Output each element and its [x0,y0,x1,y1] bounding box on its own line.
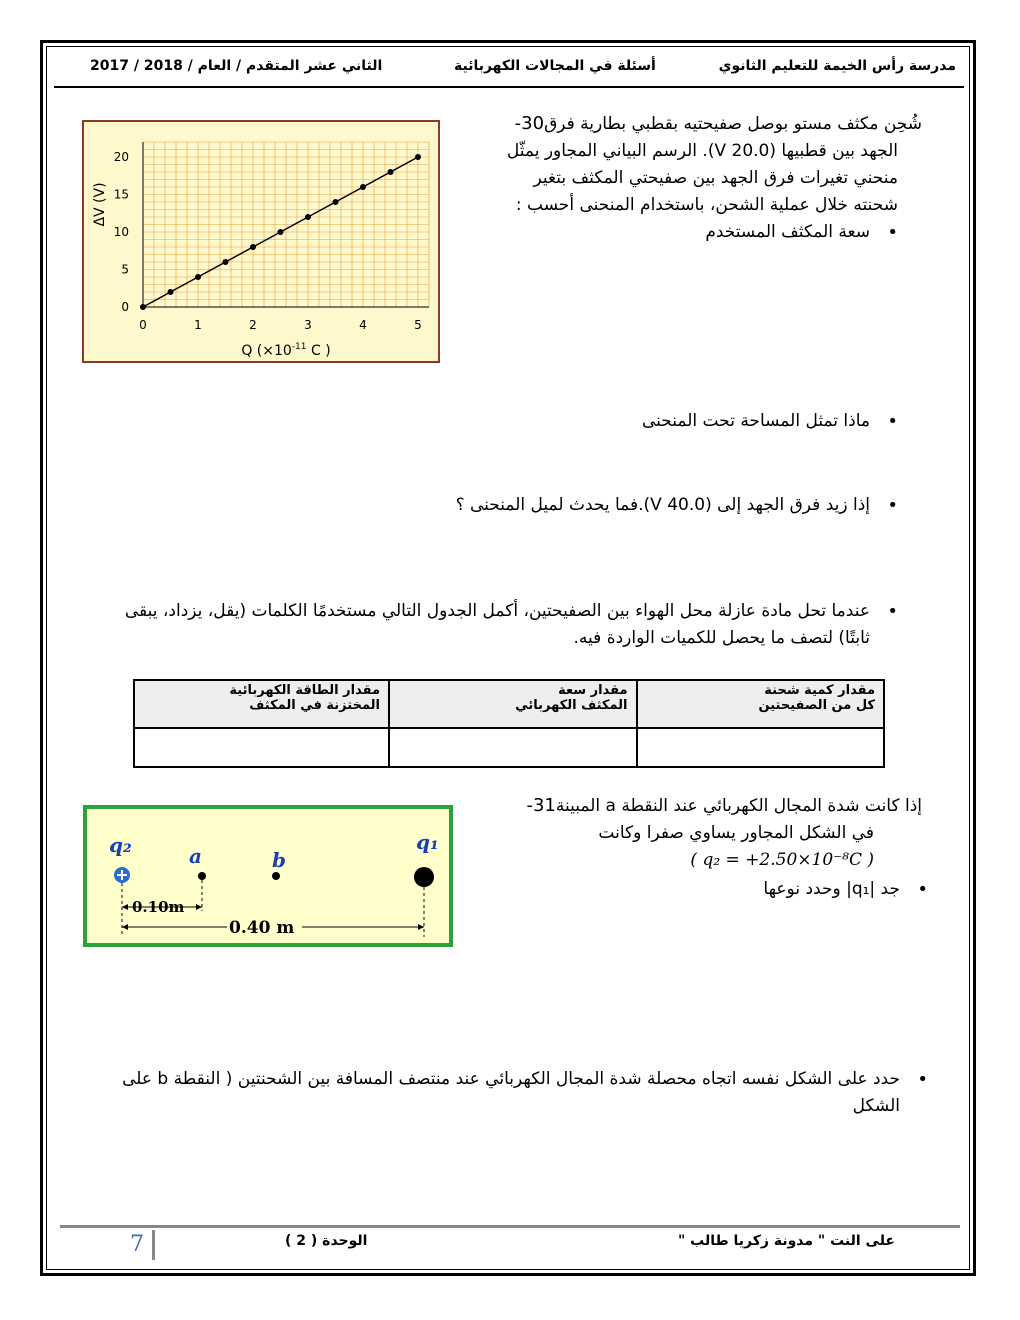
q30-bullet-slope: • إذا زيد فرق الجهد إلى (V 40.0).فما يحدث لميل المنحنى ؟ [456,492,870,519]
q30-bullet-area: • ماذا تمثل المساحة تحت المنحنى [642,408,870,435]
y-tick-label: 20 [113,150,129,164]
q30-line4: شحنته خلال عملية الشحن، باستخدام المنحنى أحسب : [515,195,898,215]
q31-direction-line1: • حدد على الشكل نفسه اتجاه محصلة شدة المجال الكهربائي عند منتصف المسافة بين الشحنتين ( النقطة b على [122,1069,900,1089]
data-point [195,274,201,280]
table-header-capacitance: مقدار سعة المكثف الكهربائي [389,680,637,728]
data-point [415,154,421,160]
footer-blog: على النت " مدونة زكريا طالب " [677,1233,895,1249]
q31-bullet-direction [100,1066,900,1120]
distance-0-10-label: 0.10m [132,898,185,916]
q30-bullet-dielectric [90,598,870,652]
q1-label: q₁ [416,830,439,854]
data-point [305,214,311,220]
q31-direction-line2: الشكل [852,1096,900,1116]
x-tick-label: 1 [194,318,202,332]
q30-line1: شُحِن مكثف مستو بوصل صفيحتيه بقطبي بطارية فرق [544,114,922,134]
page-number: 7 [130,1232,144,1257]
table-header-charge: مقدار كمية شحنة كل من الصفيحتين [637,680,885,728]
point-a-label: a [189,844,202,868]
q30-chart [84,122,438,361]
table-cell-energy-answer[interactable] [134,728,389,767]
school-name: مدرسة رأس الخيمة للتعليم الثانوي [718,58,956,74]
q31-line3: ( q₂ = +2.50×10⁻⁸C ) [690,850,874,870]
q30-dielectric-line2: ثابتًا) لتصف ما يحصل للكميات الواردة فيه. [573,628,870,648]
q31-line2: في الشكل المجاور يساوي صفرا وكانت [598,823,874,843]
point-a [198,872,206,880]
data-point [250,244,256,250]
q31-number: 31- [526,795,556,816]
q31-figure [87,809,449,943]
q30-number: 30- [514,113,545,134]
q1-charge [414,867,434,887]
x-axis-label: Q ($\times 10^{-11}$ C ) [241,342,331,359]
q30-chart-box [82,120,440,363]
data-point [140,304,146,310]
table-header-row [134,680,884,728]
footer-divider [60,1225,960,1228]
x-tick-label: 4 [359,318,367,332]
table-header-energy: مقدار الطاقة الكهربائية المختزنة في المكثف [134,680,389,728]
data-point [223,259,229,265]
x-tick-label: 5 [414,318,422,332]
q31-line1: إذا كانت شدة المجال الكهربائي عند النقطة a المبينة [555,796,922,816]
x-tick-label: 0 [139,318,147,332]
footer-unit: الوحدة ( 2 ) [285,1233,368,1249]
y-tick-label: 15 [113,187,129,202]
distance-0-40-label: 0.40 m [229,918,295,938]
x-tick-label: 2 [249,318,257,332]
data-point [168,289,174,295]
q30-text [482,110,922,219]
data-point [333,199,339,205]
q30-line3: منحني تغيرات فرق الجهد بين صفيحتي المكثف بتغير [533,168,898,188]
q30-bullet-capacitance: • سعة المكثف المستخدم [705,219,870,246]
page-number-bar [152,1230,155,1260]
q2-label: q₂ [109,833,132,857]
point-b-label: b [272,848,286,872]
q31-bullet-q1: • جد |q₁| وحدد نوعها [763,876,900,903]
data-point [278,229,284,235]
y-tick-label: 10 [113,225,129,239]
point-b [272,872,280,880]
q31-text [482,792,922,874]
data-point [360,184,366,190]
table-cell-charge-answer[interactable] [637,728,885,767]
topic-title: أسئلة في المجالات الكهربائية [454,58,656,74]
y-axis-label: ΔV (V) [92,182,108,227]
q30-dielectric-line1: • عندما تحل مادة عازلة محل الهواء بين الصفيحتين، أكمل الجدول التالي مستخدمًا الكلمات (يقل، يزداد، يبقى [124,601,870,621]
x-tick-label: 3 [304,318,312,332]
y-tick-label: 5 [121,262,129,277]
data-point [388,169,394,175]
y-tick-label: 0 [121,300,129,314]
table-answer-row [134,728,884,767]
grade-year: الثاني عشر المتقدم / العام / 2018 / 2017 [90,58,383,74]
dielectric-table [133,679,885,768]
page-header [54,50,964,88]
q30-line2: الجهد بين قطبيها (V 20.0). الرسم البياني المجاور يمثّل [506,141,898,161]
q31-figure-box [83,805,453,947]
table-cell-capacitance-answer[interactable] [389,728,637,767]
